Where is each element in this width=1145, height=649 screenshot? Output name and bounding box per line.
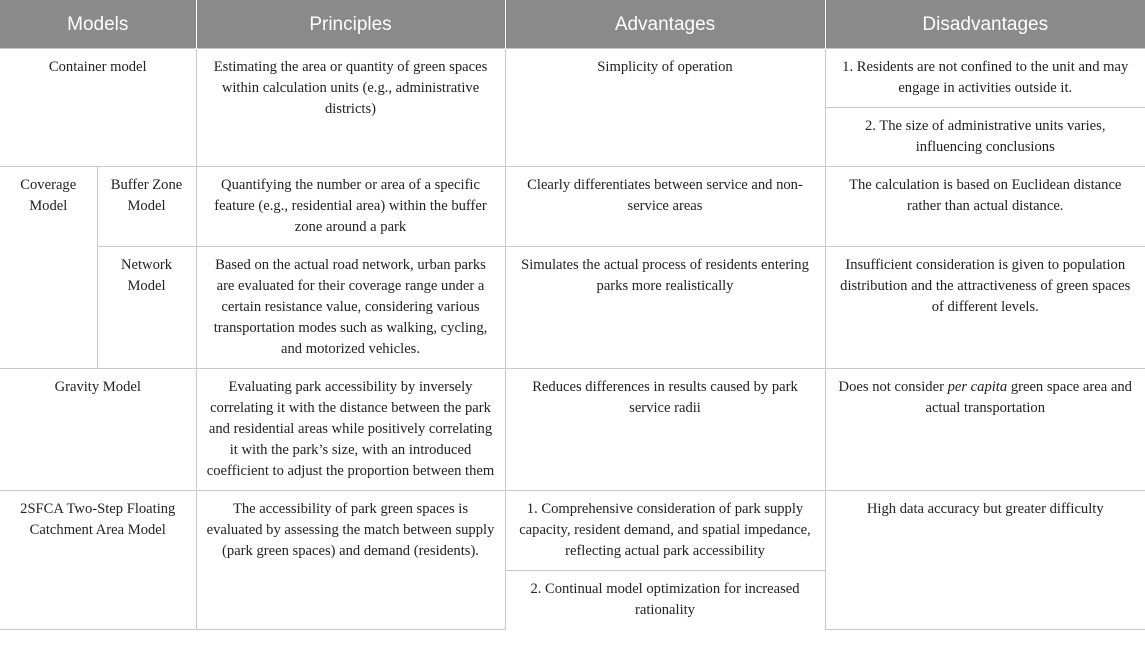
- header-principles: Principles: [196, 0, 505, 49]
- disadvantage-text-pre: Does not consider: [838, 379, 948, 395]
- disadvantage-cell: 2. The size of administrative units varies, influencing conclusions: [825, 108, 1145, 167]
- model-cell: Gravity Model: [0, 369, 196, 491]
- advantage-cell: 2. Continual model optimization for increased rationality: [505, 571, 825, 630]
- disadvantage-cell: The calculation is based on Euclidean distance rather than actual distance.: [825, 167, 1145, 247]
- advantage-cell: Clearly differentiates between service and non-service areas: [505, 167, 825, 247]
- principle-cell: Estimating the area or quantity of green spaces within calculation units (e.g., administrative districts): [196, 49, 505, 167]
- advantage-cell: Simplicity of operation: [505, 49, 825, 167]
- submodel-cell: Buffer Zone Model: [97, 167, 196, 247]
- table-row: [0, 247, 1145, 369]
- disadvantage-text-italic: per capita: [947, 379, 1008, 395]
- advantage-cell: Simulates the actual process of residents entering parks more realistically: [505, 247, 825, 369]
- table-row: [0, 167, 1145, 247]
- principle-cell: Quantifying the number or area of a specific feature (e.g., residential area) within the buffer zone around a park: [196, 167, 505, 247]
- advantage-cell: 1. Comprehensive consideration of park supply capacity, resident demand, and spatial impedance, reflecting actual park accessibility: [505, 491, 825, 571]
- advantage-cell: Reduces differences in results caused by park service radii: [505, 369, 825, 491]
- submodel-cell: Network Model: [97, 247, 196, 369]
- disadvantage-cell: Insufficient consideration is given to population distribution and the attractiveness of green spaces of different levels.: [825, 247, 1145, 369]
- model-group-cell: Coverage Model: [0, 167, 97, 369]
- header-advantages: Advantages: [505, 0, 825, 49]
- model-cell: Container model: [0, 49, 196, 167]
- principle-cell: Based on the actual road network, urban parks are evaluated for their coverage range under a certain resistance value, considering various transportation modes such as walking, cycling, and motorized vehicles.: [196, 247, 505, 369]
- table-row: [0, 49, 1145, 108]
- header-disadvantages: Disadvantages: [825, 0, 1145, 49]
- principle-cell: The accessibility of park green spaces is evaluated by assessing the match between supply (park green spaces) and demand (residents).: [196, 491, 505, 630]
- table-row: [0, 369, 1145, 491]
- disadvantage-cell: [825, 369, 1145, 491]
- disadvantage-cell: High data accuracy but greater difficulty: [825, 491, 1145, 630]
- disadvantage-text-post: green space area and actual transportation: [925, 379, 1132, 416]
- principle-cell: Evaluating park accessibility by inversely correlating it with the distance between the park and residential areas while positively correlating it with the park’s size, with an introduced coefficient to adjust the proportion between them: [196, 369, 505, 491]
- model-cell: 2SFCA Two-Step Floating Catchment Area Model: [0, 491, 196, 630]
- disadvantage-cell: 1. Residents are not confined to the unit and may engage in activities outside it.: [825, 49, 1145, 108]
- header-models: Models: [0, 0, 196, 49]
- table-row: [0, 491, 1145, 571]
- header-row: [0, 0, 1145, 49]
